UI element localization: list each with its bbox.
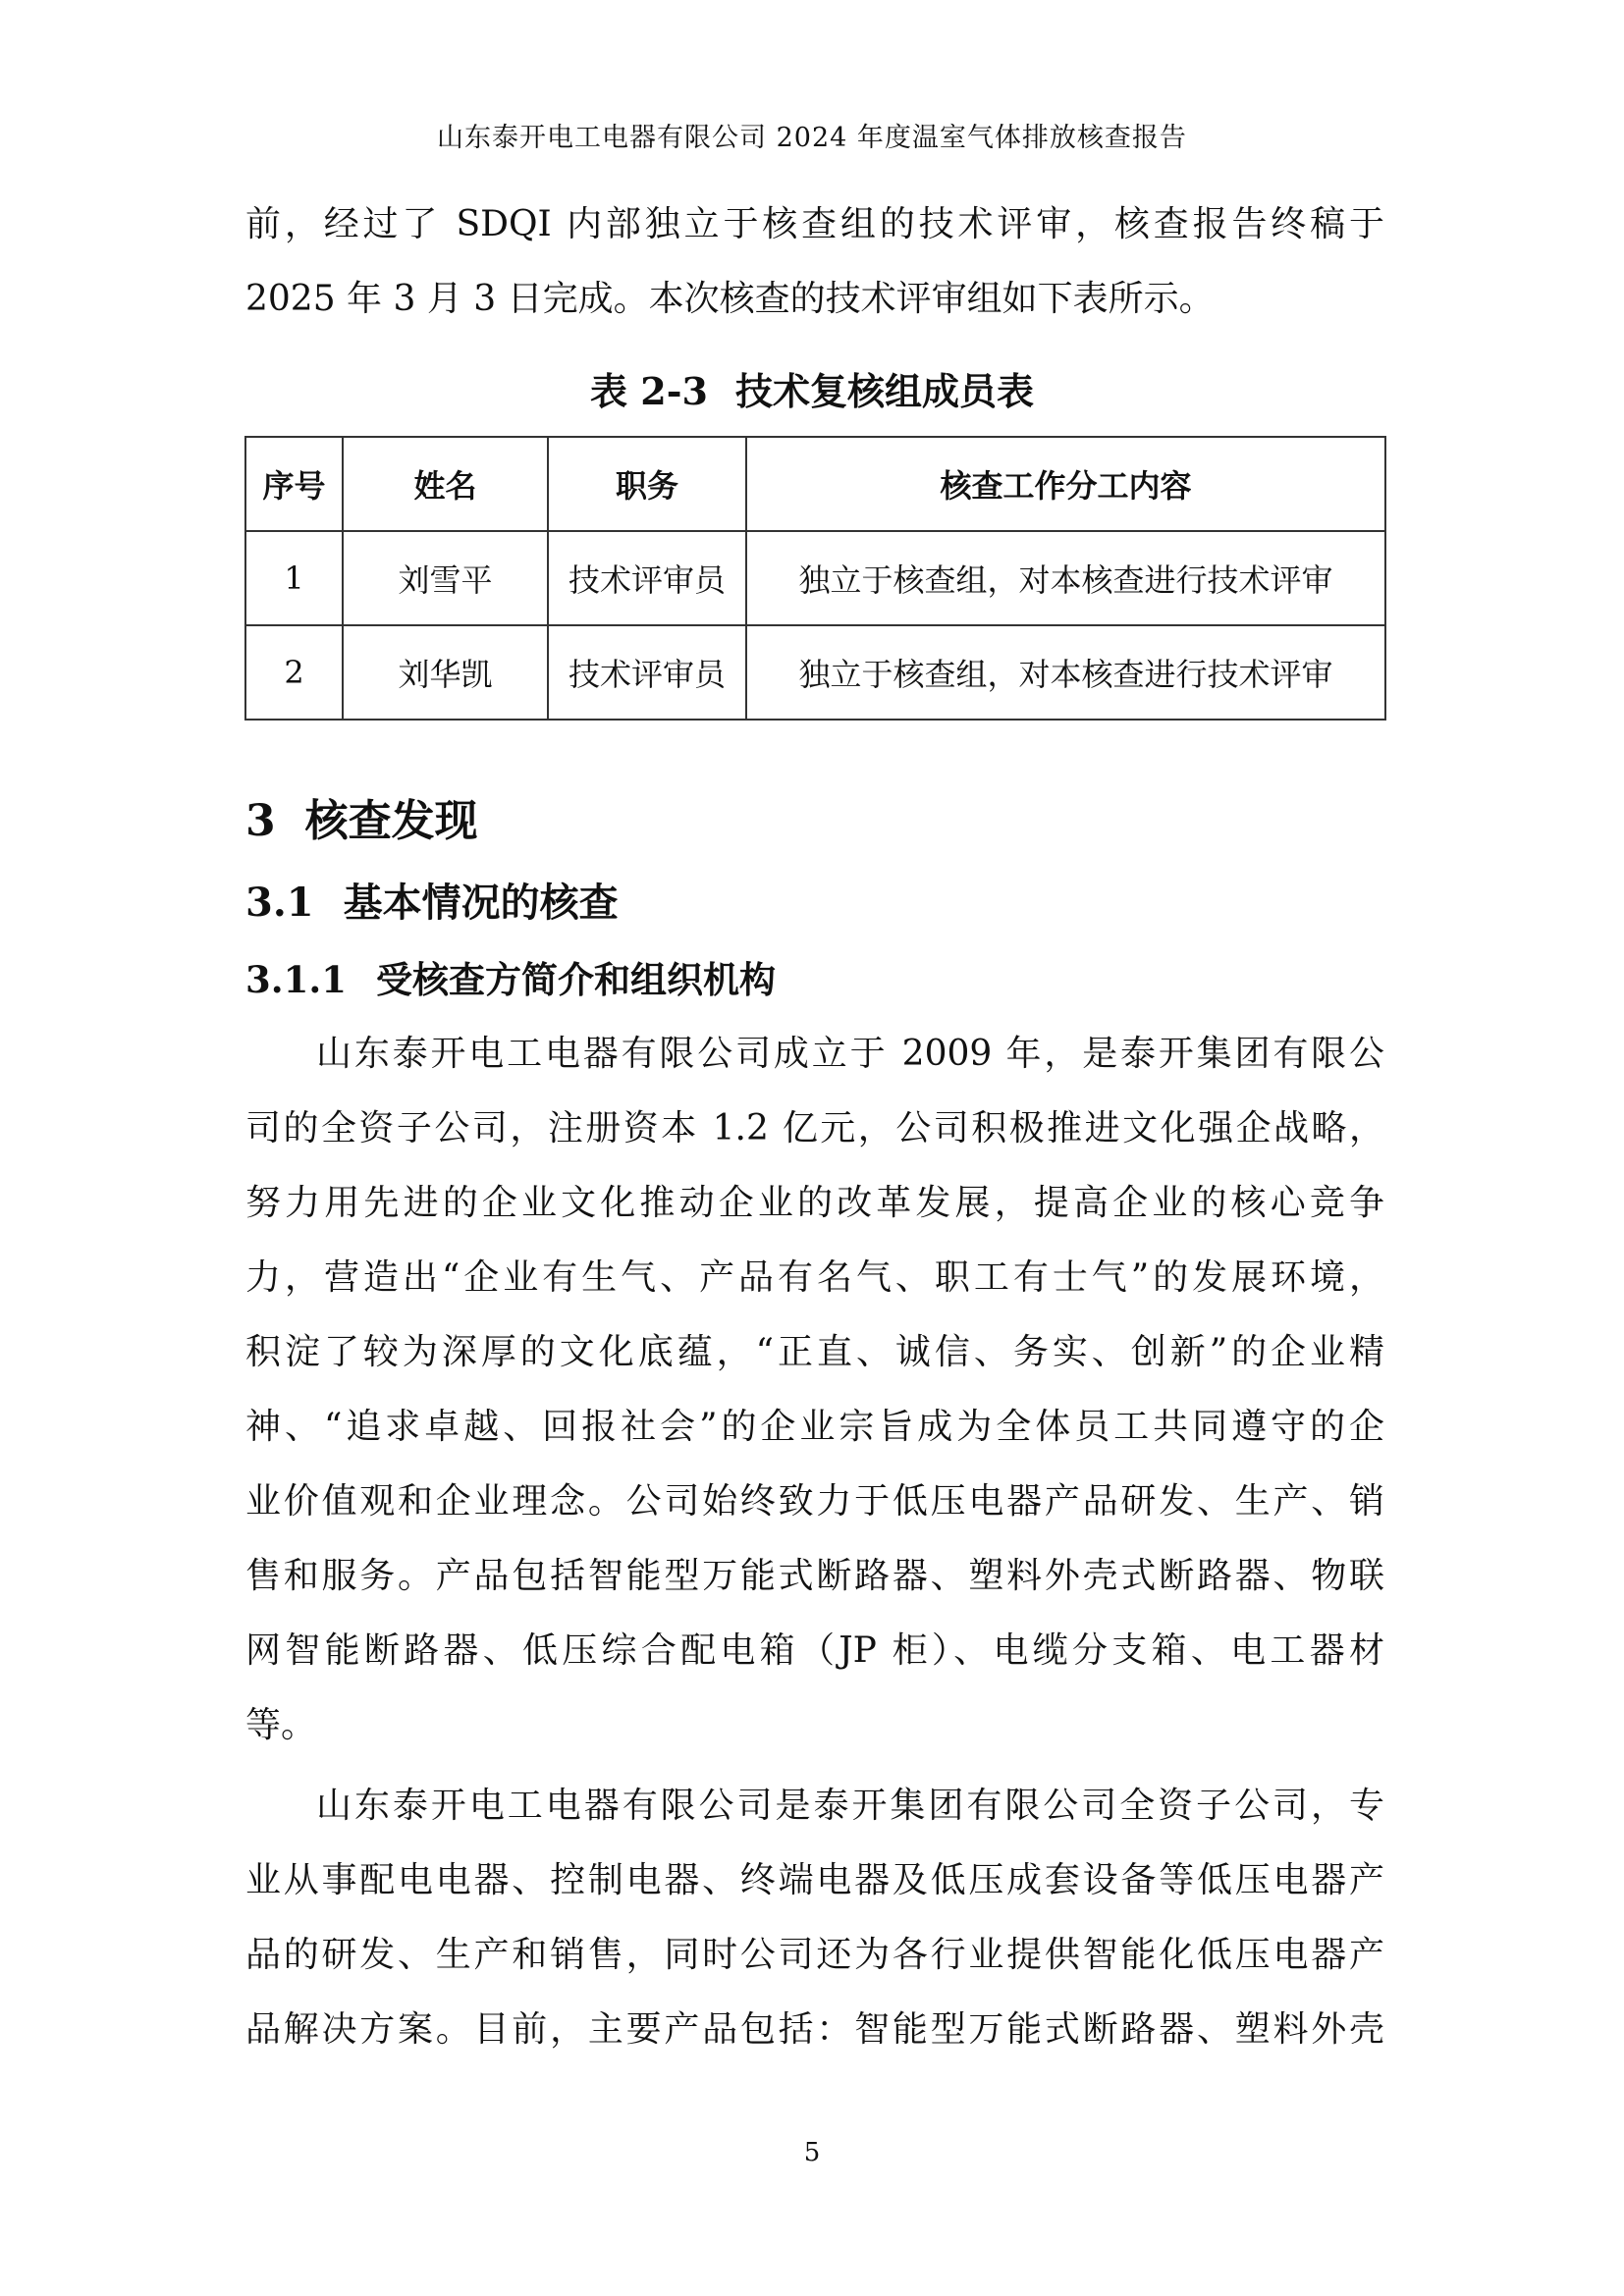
- paragraph-line: 积淀了较为深厚的文化底蕴，“正直、诚信、务实、创新”的企业精: [245, 1332, 1384, 1372]
- table-row: [245, 531, 1385, 625]
- paragraph-line: 努力用先进的企业文化推动企业的改革发展，提高企业的核心竞争: [245, 1183, 1384, 1223]
- heading-title: 基本情况的核查: [343, 880, 619, 926]
- review-team-table: [244, 436, 1386, 721]
- table-caption-title: 技术复核组成员表: [734, 369, 1034, 413]
- heading-title: 核查发现: [304, 796, 478, 846]
- paragraph-line: 品解决方案。目前，主要产品包括：智能型万能式断路器、塑料外壳: [245, 2009, 1384, 2050]
- paragraph-line: 司的全资子公司，注册资本 1.2 亿元，公司积极推进文化强企战略，: [245, 1108, 1384, 1148]
- paragraph-line: 山东泰开电工电器有限公司是泰开集团有限公司全资子公司，专: [316, 1786, 1384, 1826]
- table-cell: 刘华凯: [343, 625, 548, 720]
- column-header: 职务: [548, 437, 746, 531]
- table-cell: 1: [245, 531, 343, 625]
- heading-number: 3.1.1: [245, 958, 347, 1001]
- intro-line: 前，经过了 SDQI 内部独立于核查组的技术评审，核查报告终稿于: [245, 204, 1384, 244]
- table-cell: 技术评审员: [548, 531, 746, 625]
- section-heading-3-1: [245, 872, 619, 928]
- table-cell: 2: [245, 625, 343, 720]
- paragraph-line: 网智能断路器、低压综合配电箱（JP 柜）、电缆分支箱、电工器材: [245, 1630, 1384, 1671]
- column-header: 姓名: [343, 437, 548, 531]
- table-cell: 技术评审员: [548, 625, 746, 720]
- table-cell: 独立于核查组，对本核查进行技术评审: [746, 531, 1385, 625]
- heading-number: 3.1: [245, 880, 314, 926]
- paragraph-line: 品的研发、生产和销售，同时公司还为各行业提供智能化低压电器产: [245, 1935, 1384, 1975]
- table-row: [245, 625, 1385, 720]
- paragraph-line: 等。: [245, 1705, 317, 1745]
- table-header-row: [245, 437, 1385, 531]
- column-header: 序号: [245, 437, 343, 531]
- column-header: 核查工作分工内容: [746, 437, 1385, 531]
- table-caption-number: 表 2-3: [590, 369, 708, 413]
- paragraph-line: 神、“追求卓越、回报社会”的企业宗旨成为全体员工共同遵守的企: [245, 1407, 1384, 1447]
- paragraph-line: 业价值观和企业理念。公司始终致力于低压电器产品研发、生产、销: [245, 1481, 1384, 1522]
- table-caption: [0, 361, 1624, 415]
- paragraph-line: 山东泰开电工电器有限公司成立于 2009 年，是泰开集团有限公: [316, 1034, 1384, 1074]
- section-heading-3: [245, 785, 478, 848]
- paragraph-line: 售和服务。产品包括智能型万能式断路器、塑料外壳式断路器、物联: [245, 1556, 1384, 1596]
- heading-number: 3: [245, 796, 276, 846]
- heading-title: 受核查方简介和组织机构: [376, 958, 776, 1001]
- paragraph-line: 力，营造出“企业有生气、产品有名气、职工有士气”的发展环境，: [245, 1257, 1384, 1298]
- running-header: 山东泰开电工电器有限公司 2024 年度温室气体排放核查报告: [437, 123, 1187, 153]
- intro-line: 2025 年 3 月 3 日完成。本次核查的技术评审组如下表所示。: [245, 279, 1215, 319]
- page-number: 5: [803, 2138, 821, 2167]
- table-cell: 独立于核查组，对本核查进行技术评审: [746, 625, 1385, 720]
- table-cell: 刘雪平: [343, 531, 548, 625]
- paragraph-line: 业从事配电电器、控制电器、终端电器及低压成套设备等低压电器产: [245, 1860, 1384, 1900]
- section-heading-3-1-1: [245, 950, 776, 1003]
